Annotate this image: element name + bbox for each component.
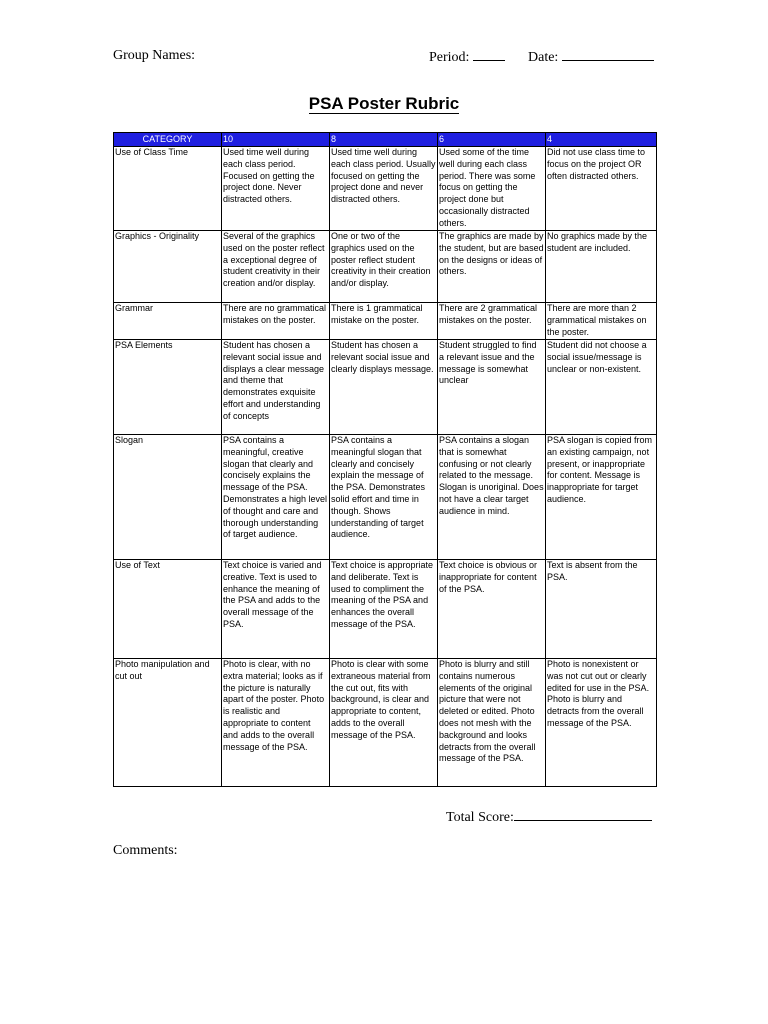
table-row	[114, 659, 657, 787]
table-cell: PSA slogan is copied from an existing campaign, not present, or inappropriate for content. Message is inappropriate for target audience.	[546, 435, 657, 560]
table-cell: PSA contains a slogan that is somewhat confusing or not clearly related to the message. Slogan is unoriginal. Does not have a clear target audience in mind.	[438, 435, 546, 560]
table-cell: Photo is clear with some extraneous material from the cut out, fits with background, is clear and appropriate to content, adds to the overall message of the PSA.	[330, 659, 438, 787]
table-cell: PSA contains a meaningful, creative slogan that clearly and concisely explains the message of the PSA. Demonstrates a high level of thought and care and thorough understanding of target audience.	[222, 435, 330, 560]
table-row	[114, 303, 657, 340]
page-title	[0, 94, 768, 114]
row-category: Use of Class Time	[114, 147, 222, 231]
total-score-field	[446, 808, 652, 826]
table-cell: There are no grammatical mistakes on the poster.	[222, 303, 330, 340]
column-header-4: 4	[546, 133, 657, 147]
column-header-8: 8	[330, 133, 438, 147]
table-cell: Used time well during each class period. Usually focused on getting the project done and never distracted others.	[330, 147, 438, 231]
table-cell: There is 1 grammatical mistake on the poster.	[330, 303, 438, 340]
table-cell: PSA contains a meaningful slogan that clearly and concisely explain the message of the PSA. Demonstrates solid effort and time in though. Shows understanding of target audience.	[330, 435, 438, 560]
page-title-text: PSA Poster Rubric	[308, 94, 460, 113]
table-cell: Student has chosen a relevant social issue and clearly displays message.	[330, 340, 438, 435]
table-row	[114, 147, 657, 231]
row-category: Photo manipulation and cut out	[114, 659, 222, 787]
table-cell: No graphics made by the student are included.	[546, 231, 657, 303]
table-cell: The graphics are made by the student, but are based on the designs or ideas of others.	[438, 231, 546, 303]
table-row	[114, 340, 657, 435]
row-category: Grammar	[114, 303, 222, 340]
table-cell: Several of the graphics used on the poster reflect a exceptional degree of student creativity in their creation and/or display.	[222, 231, 330, 303]
table-cell: There are 2 grammatical mistakes on the poster.	[438, 303, 546, 340]
table-cell: Photo is clear, with no extra material; looks as if the picture is naturally apart of the poster. Photo is realistic and appropriate to content and adds to the overall message of the PSA.	[222, 659, 330, 787]
group-names-field	[113, 48, 195, 64]
table-row	[114, 560, 657, 659]
row-category: Slogan	[114, 435, 222, 560]
table-cell: Text is absent from the PSA.	[546, 560, 657, 659]
column-header-6: 6	[438, 133, 546, 147]
period-field	[429, 48, 505, 66]
group-names-label: Group Names:	[113, 48, 196, 63]
period-label: Period:	[429, 50, 470, 65]
table-header-row	[114, 133, 657, 147]
table-cell: Photo is nonexistent or was not cut out or clearly edited for use in the PSA. Photo is blurry and detracts from the overall message of the PSA.	[546, 659, 657, 787]
comments-field	[113, 843, 178, 859]
row-category: PSA Elements	[114, 340, 222, 435]
table-cell: Text choice is obvious or inappropriate for content of the PSA.	[438, 560, 546, 659]
date-field	[528, 48, 654, 66]
table-cell: Text choice is appropriate and deliberate. Text is used to compliment the meaning of the PSA and enhances the overall message of the PSA.	[330, 560, 438, 659]
table-cell: Student struggled to find a relevant issue and the message is somewhat unclear	[438, 340, 546, 435]
table-cell: Used time well during each class period. Focused on getting the project done. Never distracted others.	[222, 147, 330, 231]
table-cell: One or two of the graphics used on the poster reflect student creativity in their creation and/or display.	[330, 231, 438, 303]
total-score-label: Total Score:	[446, 810, 514, 825]
row-category: Graphics - Originality	[114, 231, 222, 303]
column-header-10: 10	[222, 133, 330, 147]
row-category: Use of Text	[114, 560, 222, 659]
table-cell: There are more than 2 grammatical mistakes on the poster.	[546, 303, 657, 340]
table-cell: Used some of the time well during each class period. There was some focus on getting the project done but occasionally distracted others.	[438, 147, 546, 231]
rubric-table	[113, 132, 657, 787]
date-blank[interactable]	[562, 48, 654, 61]
table-row	[114, 231, 657, 303]
table-cell: Did not use class time to focus on the project OR often distracted others.	[546, 147, 657, 231]
total-score-blank[interactable]	[514, 808, 652, 821]
table-cell: Photo is blurry and still contains numerous elements of the original picture that were not deleted or edited. Photo does not mesh with the background and looks detracts from the overall message of the PSA.	[438, 659, 546, 787]
date-label: Date:	[528, 50, 559, 65]
table-cell: Text choice is varied and creative. Text is used to enhance the meaning of the PSA and adds to the overall message of the PSA.	[222, 560, 330, 659]
table-row	[114, 435, 657, 560]
comments-label: Comments:	[113, 843, 178, 858]
column-header-category: CATEGORY	[114, 133, 222, 147]
period-blank[interactable]	[473, 48, 505, 61]
table-cell: Student has chosen a relevant social issue and displays a clear message and theme that demonstrates exquisite effort and understanding of concepts	[222, 340, 330, 435]
table-cell: Student did not choose a social issue/message is unclear or non-existent.	[546, 340, 657, 435]
